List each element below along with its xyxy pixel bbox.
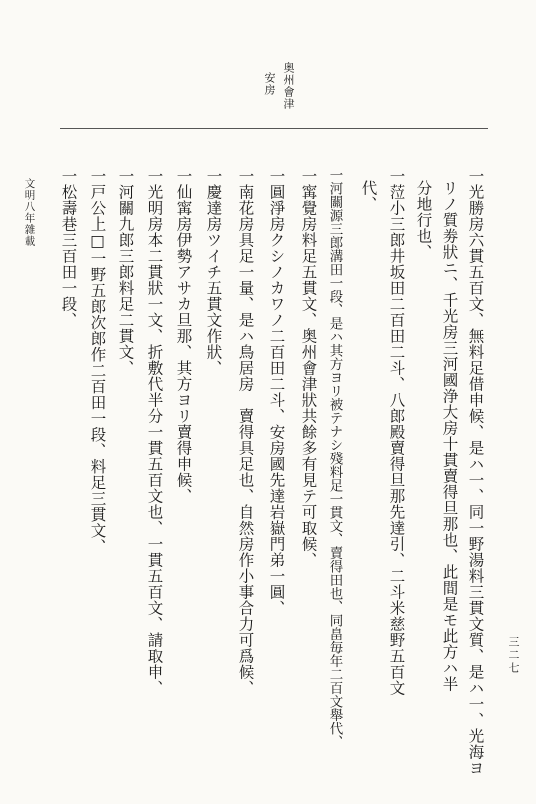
text-column-4: 一𦲷小三郎井坂田二百田二斗、八郎殿賣得旦那先達引、二斗米慈野五百文 (387, 168, 406, 696)
text-column-10: 一慶達房ツイチ五貫文作狀、 (204, 168, 223, 376)
text-column-5: 代、 (359, 180, 378, 212)
header-rule (60, 128, 488, 129)
text-column-9: 一南花房具足一量、是ハ鳥居房 賣得具足也、自然房作小事合力可爲候、 (236, 168, 255, 696)
header-line-2: 安房 (263, 72, 276, 96)
text-column-14: 一戸公上□一野五郎次郎作二百田一段、料足三貫文、 (88, 168, 107, 555)
text-column-13: 一河關九郎三郎料足二貫文、 (116, 168, 135, 376)
text-column-11: 一仙𡩋房伊勢アサカ旦那、其方ヨリ賣得申候、 (174, 168, 193, 504)
header-line-1: 奥州會津 (282, 62, 295, 110)
page-number: 三二七 (507, 636, 520, 675)
text-column-7: 一𡩋覺房料足五貫文、奥州會津狀共餘多有見テ可取候、 (299, 168, 318, 568)
text-column-15: 一松壽巷三百田一段、 (59, 168, 78, 328)
text-column-3: 分地行也、 (414, 180, 433, 260)
text-column-2: リノ質劵狀ニ、千光房三河國浄大房十貫賣得旦那也、此間是モ此方ハ半 (440, 180, 459, 692)
margin-title: 文明八年雜載 (23, 178, 36, 247)
text-column-12: 一光明房本二貫狀一文、折敷代半分一貫五百文也、一貫五百文、請取申、 (145, 168, 164, 696)
text-column-1: 一光勝房六貫五百文、無料足借申候、是ハ一、同一野湯料三貫文質、是ハ一、光海ヨ (466, 168, 485, 776)
text-column-8: 一圓淨房クシノカワノ二百田二斗、安房國先達岩嶽門弟一圓、 (267, 168, 286, 616)
text-column-6: 一河關源三郎溝田一段、是ハ其方ヨリ被テナシ殘料足一貫文、賣得田也、同畠毎年二百文舉代、 (326, 168, 343, 749)
